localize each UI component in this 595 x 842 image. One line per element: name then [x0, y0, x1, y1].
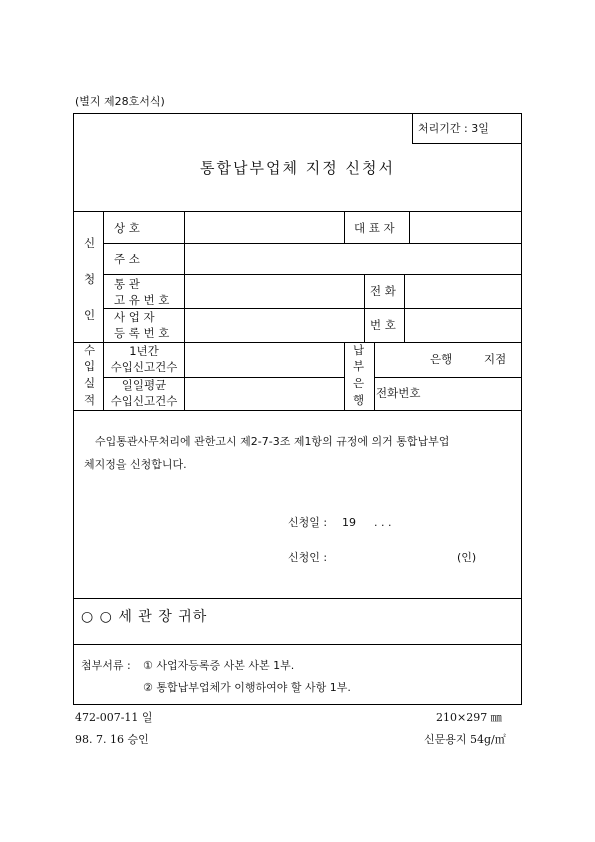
customs-id-label-line1: 통 관 [114, 277, 140, 291]
bank-label-3: 은 [353, 376, 365, 390]
annual-count-field[interactable] [185, 343, 343, 376]
branch-text: 지점 [484, 352, 507, 366]
statement-line-1: 수입통관사무처리에 관한고시 제2-7-3조 제1항의 규정에 의거 통합납부업 [95, 435, 450, 448]
daily-count-label-line2: 수입신고건수 [110, 394, 178, 408]
import-label-2: 입 [84, 359, 96, 373]
application-form [73, 113, 522, 705]
business-reg-label-line2: 등 록 번 호 [114, 326, 170, 340]
address-field[interactable] [185, 244, 520, 273]
bank-phone-label: 전화번호 [376, 386, 421, 400]
addressee: ○ ○ 세 관 장 귀하 [81, 609, 208, 625]
daily-count-label-line1: 일일평균 [121, 378, 167, 392]
processing-period: 처리기간 : 3일 [418, 122, 489, 135]
address-label: 주 소 [114, 252, 140, 266]
applicant-sign-field[interactable] [339, 546, 449, 564]
form-code: 472-007-11 일 [75, 711, 153, 724]
phone-label: 전 화 [370, 284, 396, 298]
applicant-label-3: 인 [84, 308, 96, 322]
bank-label-2: 부 [353, 359, 365, 373]
company-name-label: 상 호 [114, 221, 140, 235]
attachment-item-2: ② 통합납부업체가 이행하여야 할 사항 1부. [143, 681, 351, 694]
customs-id-label-line2: 고 유 번 호 [114, 293, 170, 307]
phone-field[interactable] [405, 275, 520, 307]
bank-label-1: 납 [353, 343, 365, 357]
company-name-field[interactable] [185, 212, 343, 242]
bank-phone-field[interactable] [434, 378, 520, 409]
applicant-label-2: 청 [84, 272, 96, 286]
statement-line-2: 체지정을 신청합니다. [84, 458, 187, 471]
applicant-label-1: 신 [84, 236, 96, 250]
business-reg-label-line1: 사 업 자 [114, 310, 155, 324]
import-label-1: 수 [84, 343, 96, 357]
seal-mark: (인) [457, 551, 477, 564]
approval-date: 98. 7. 16 승인 [75, 733, 149, 746]
form-label: (별지 제28호서식) [75, 95, 165, 108]
customs-id-field[interactable] [185, 275, 363, 307]
representative-field[interactable] [410, 212, 520, 242]
number-field[interactable] [405, 309, 520, 341]
paper-size: 210×297 ㎜ [436, 711, 502, 724]
application-date-dots: . . . [374, 516, 392, 529]
form-title: 통합납부업체 지정 신청서 [200, 159, 395, 177]
annual-count-label-line2: 수입신고건수 [110, 360, 178, 374]
import-label-4: 적 [84, 393, 96, 407]
application-date-label: 신청일 : [288, 516, 328, 529]
daily-count-field[interactable] [185, 378, 343, 409]
attachments-label: 첨부서류 : [81, 659, 131, 672]
business-reg-field[interactable] [185, 309, 363, 341]
application-date-year: 19 [342, 516, 356, 529]
annual-count-label-line1: 1년간 [129, 344, 159, 358]
applicant-sign-label: 신청인 : [288, 551, 328, 564]
number-label: 번 호 [370, 318, 396, 332]
bank-text: 은행 [430, 352, 453, 366]
bank-label-4: 행 [353, 393, 365, 407]
representative-label: 대 표 자 [354, 221, 395, 235]
attachment-item-1: ① 사업자등록증 사본 사본 1부. [143, 659, 295, 672]
paper-type: 신문용지 54g/㎡ [424, 733, 506, 746]
import-label-3: 실 [84, 376, 96, 390]
